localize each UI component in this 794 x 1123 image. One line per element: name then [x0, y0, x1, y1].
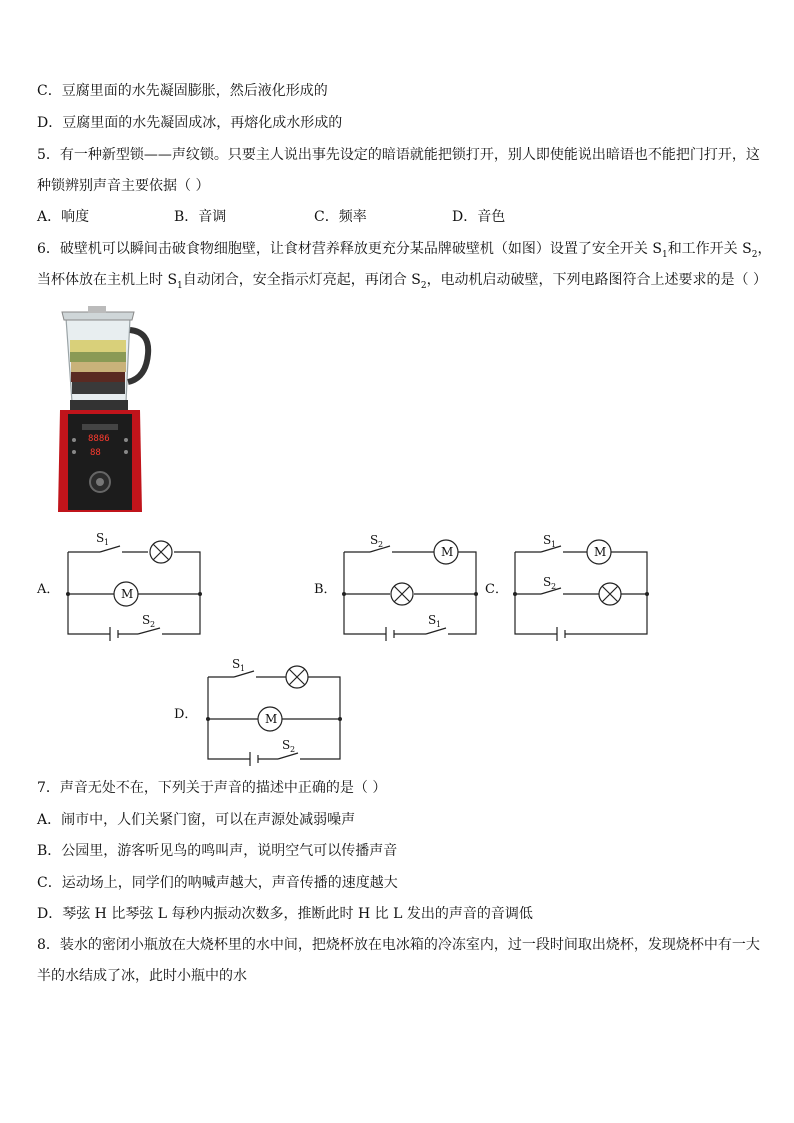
q7-option-a: A．闹市中，人们关紧门窗，可以在声源处减弱噪声: [37, 812, 356, 828]
circuit-a-s2: S: [142, 613, 151, 627]
circuit-b: [336, 530, 486, 640]
q5-option-b: B．音调: [174, 209, 227, 225]
display-mid: 88: [90, 448, 101, 458]
circuit-a-label: A．: [37, 582, 60, 597]
q6-stem-line2: 当杯体放在主机上时 $S_1$自动闭合，安全指示灯亮起，再闭合 $S_2$，电动机启动破壁，下列电路图符合上述要求的是（ ）: [37, 272, 768, 291]
circuit-d: [200, 655, 350, 765]
circuit-c-motor-label: M: [594, 545, 607, 559]
q5-option-c: C．频率: [314, 209, 367, 225]
circuit-a-motor-label: M: [121, 587, 134, 601]
circuit-b-label: B．: [314, 582, 337, 597]
q7-option-d: D．琴弦 H 比琴弦 L 每秒内振动次数多，推断此时 H 比 L 发出的声音的音调低: [37, 906, 533, 922]
q4-option-d: D．豆腐里面的水先凝固成冰，再熔化成水形成的: [37, 115, 343, 131]
circuit-b-s1: S: [428, 613, 437, 627]
q5-stem-line1: 5．有一种新型锁——声纹锁。只要主人说出事先设定的暗语就能把锁打开，别人即使能说出暗语也不能把门打开，这: [37, 147, 760, 163]
circuit-d-label: D．: [174, 707, 198, 722]
q5-option-d: D．音色: [452, 209, 506, 225]
svg-text:2: 2: [150, 620, 156, 629]
q7-stem: 7．声音无处不在，下列关于声音的描述中正确的是（ ）: [37, 780, 387, 796]
svg-text:1: 1: [551, 540, 557, 549]
svg-text:1: 1: [240, 664, 246, 673]
display-top: 8886: [88, 434, 110, 444]
q7-option-b: B．公园里，游客听见鸟的鸣叫声，说明空气可以传播声音: [37, 843, 398, 859]
circuit-b-s2: S: [370, 533, 379, 547]
circuit-c-s1: S: [543, 533, 552, 547]
q8-stem-line1: 8．装水的密闭小瓶放在大烧杯里的水中间，把烧杯放在电冰箱的冷冻室内，过一段时间取出烧杯，发现烧杯中有一大: [37, 937, 760, 953]
circuit-c-label: C．: [485, 582, 508, 597]
q7-option-c: C．运动场上，同学们的呐喊声越大，声音传播的速度越大: [37, 875, 398, 891]
q5-options: [37, 208, 737, 226]
q5-option-a: A．响度: [37, 209, 90, 225]
svg-text:2: 2: [290, 745, 296, 754]
circuit-c: [507, 530, 657, 640]
circuit-d-s1: S: [232, 657, 241, 671]
q4-option-c: C．豆腐里面的水先凝固膨胀，然后液化形成的: [37, 83, 328, 99]
circuit-c-s2: S: [543, 575, 552, 589]
circuit-a: [60, 530, 210, 640]
q8-stem-line2: 半的水结成了冰，此时小瓶中的水: [37, 968, 247, 984]
q5-stem-line2: 种锁辨别声音主要依据（ ）: [37, 178, 210, 194]
blender-image: [52, 304, 152, 514]
svg-text:2: 2: [378, 540, 384, 549]
circuit-d-motor-label: M: [265, 712, 278, 726]
circuit-a-s1: S: [96, 531, 105, 545]
circuit-d-s2: S: [282, 738, 291, 752]
svg-text:2: 2: [551, 582, 557, 591]
svg-text:1: 1: [436, 620, 442, 629]
svg-text:1: 1: [104, 538, 110, 547]
q6-stem-line1: 6．破壁机可以瞬间击破食物细胞壁，让食材营养释放更充分某品牌破壁机（如图）设置了安全开关 $S_1$和工作开关 $S_2$，: [37, 241, 772, 260]
circuit-b-motor-label: M: [441, 545, 454, 559]
